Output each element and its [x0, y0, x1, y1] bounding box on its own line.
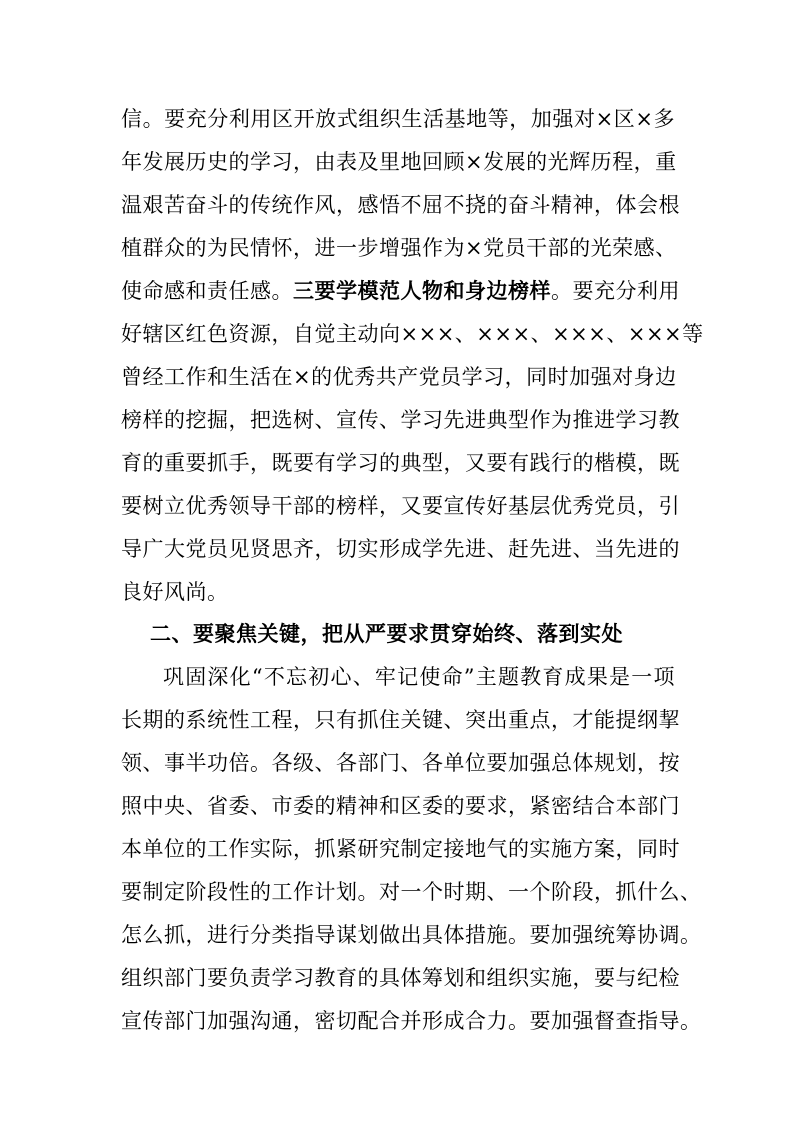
- paragraph-line-mixed: [121, 277, 680, 305]
- paragraph-line: 宣传部门加强沟通，密切配合并形成合力。要加强督查指导。: [121, 1009, 702, 1033]
- paragraph-line: 导广大党员见贤思齐，切实形成学先进、赶先进、当先进的: [121, 537, 680, 561]
- paragraph-line: 好辖区红色资源，自觉主动向×××、×××、×××、×××等: [121, 322, 704, 346]
- paragraph-line: 照中央、省委、市委的精神和区委的要求，紧密结合本部门: [121, 794, 680, 818]
- paragraph-line: 怎么抓，进行分类指导谋划做出具体措施。要加强统筹协调。: [121, 923, 702, 947]
- paragraph-line: 育的重要抓手，既要有学习的典型，又要有践行的楷模，既: [121, 451, 680, 475]
- paragraph-line: 信。要充分利用区开放式组织生活基地等，加强对×区×多: [121, 107, 675, 131]
- paragraph-line: 领、事半功倍。各级、各部门、各单位要加强总体规划，按: [121, 751, 680, 775]
- paragraph-line: 要树立优秀领导干部的榜样，又要宣传好基层优秀党员，引: [121, 494, 680, 518]
- paragraph-line: 温艰苦奋斗的传统作风，感悟不屈不挠的奋斗精神，体会根: [121, 193, 680, 217]
- paragraph-line: 组织部门要负责学习教育的具体筹划和组织实施，要与纪检: [121, 966, 680, 990]
- paragraph-line: 植群众的为民情怀，进一步增强作为×党员干部的光荣感、: [121, 236, 677, 260]
- text-run: 。要充分利用: [551, 279, 680, 303]
- paragraph-line: 要制定阶段性的工作计划。对一个时期、一个阶段，抓什么、: [121, 880, 702, 904]
- paragraph-line: 年发展历史的学习，由表及里地回顾×发展的光辉历程，重: [121, 150, 677, 174]
- text-run: 使命感和责任感。: [121, 279, 293, 303]
- paragraph-line: 榜样的挖掘，把选树、宣传、学习先进典型作为推进学习教: [121, 408, 680, 432]
- paragraph-line: 曾经工作和生活在×的优秀共产党员学习，同时加强对身边: [121, 365, 677, 389]
- paragraph-line: 良好风尚。: [121, 580, 229, 604]
- emphasis-text: 三要学模范人物和身边榜样: [293, 278, 551, 303]
- section-heading: 二、要聚焦关键，把从严要求贯穿始终、落到实处: [150, 622, 623, 646]
- paragraph-line: 巩固深化“不忘初心、牢记使命”主题教育成果是一项: [163, 665, 675, 689]
- paragraph-line: 长期的系统性工程，只有抓住关键、突出重点，才能提纲挈: [121, 708, 680, 732]
- paragraph-line: 本单位的工作实际，抓紧研究制定接地气的实施方案，同时: [121, 837, 680, 861]
